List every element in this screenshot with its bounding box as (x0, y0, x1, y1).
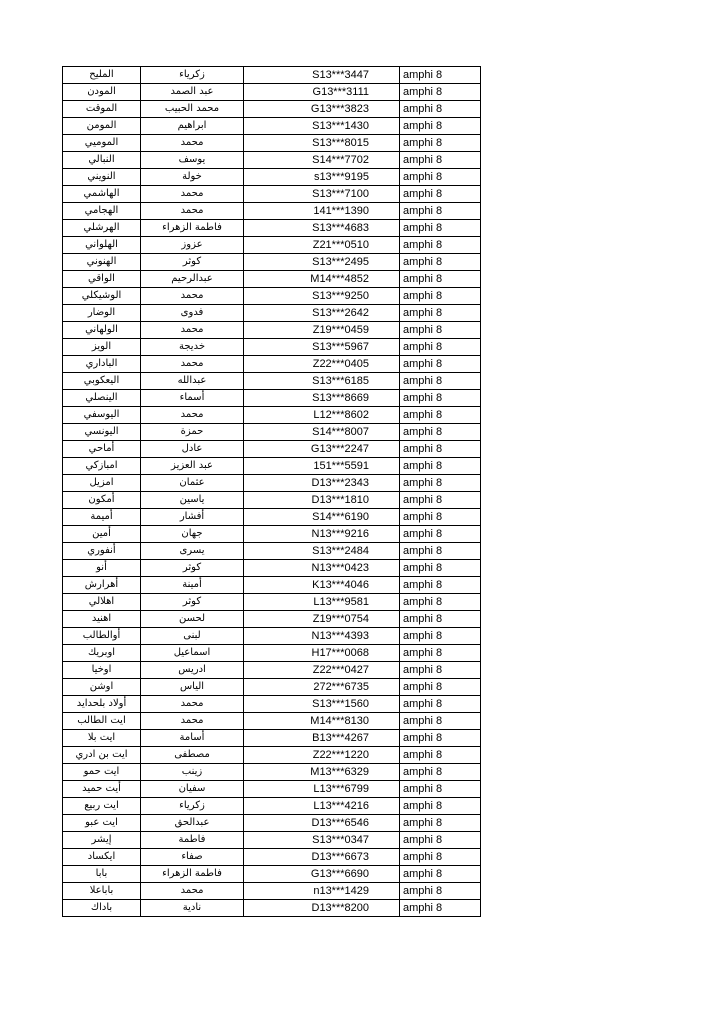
room-cell: amphi 8 (400, 339, 481, 356)
student-code-cell: S14***7702 (244, 152, 400, 169)
table-row (63, 577, 481, 594)
room-cell: amphi 8 (400, 322, 481, 339)
student-code-cell: 151***5591 (244, 458, 400, 475)
room-cell: amphi 8 (400, 237, 481, 254)
table-row (63, 356, 481, 373)
first-name-cell: محمد (141, 135, 244, 152)
table-row (63, 424, 481, 441)
room-cell: amphi 8 (400, 832, 481, 849)
first-name-cell: محمد (141, 186, 244, 203)
first-name-cell: أسامة (141, 730, 244, 747)
table-row (63, 390, 481, 407)
last-name-cell: أماحي (63, 441, 141, 458)
table-row (63, 679, 481, 696)
last-name-cell: أوالطالب (63, 628, 141, 645)
first-name-cell: يسرى (141, 543, 244, 560)
student-code-cell: H17***0068 (244, 645, 400, 662)
room-cell: amphi 8 (400, 186, 481, 203)
table-row (63, 645, 481, 662)
table-row (63, 781, 481, 798)
student-code-cell: D13***1810 (244, 492, 400, 509)
room-cell: amphi 8 (400, 628, 481, 645)
room-cell: amphi 8 (400, 730, 481, 747)
room-cell: amphi 8 (400, 288, 481, 305)
student-code-cell: N13***9216 (244, 526, 400, 543)
table-row (63, 611, 481, 628)
student-code-cell: S13***8669 (244, 390, 400, 407)
table-row (63, 135, 481, 152)
room-cell: amphi 8 (400, 577, 481, 594)
last-name-cell: الموميي (63, 135, 141, 152)
student-code-cell: S13***4683 (244, 220, 400, 237)
last-name-cell: النبالي (63, 152, 141, 169)
table-row (63, 203, 481, 220)
student-code-cell: Z19***0754 (244, 611, 400, 628)
room-cell: amphi 8 (400, 492, 481, 509)
room-cell: amphi 8 (400, 560, 481, 577)
last-name-cell: أولاد بلحدايد (63, 696, 141, 713)
first-name-cell: محمد (141, 407, 244, 424)
first-name-cell: ياسين (141, 492, 244, 509)
table-row (63, 322, 481, 339)
table-row (63, 67, 481, 84)
room-cell: amphi 8 (400, 373, 481, 390)
student-code-cell: L13***4216 (244, 798, 400, 815)
first-name-cell: عادل (141, 441, 244, 458)
first-name-cell: لحسن (141, 611, 244, 628)
student-code-cell: S13***7100 (244, 186, 400, 203)
student-code-cell: G13***3111 (244, 84, 400, 101)
student-code-cell: S13***1560 (244, 696, 400, 713)
table-row (63, 900, 481, 917)
room-cell: amphi 8 (400, 390, 481, 407)
first-name-cell: عبدالحق (141, 815, 244, 832)
first-name-cell: سفيان (141, 781, 244, 798)
first-name-cell: محمد الحبيب (141, 101, 244, 118)
student-code-cell: Z22***0427 (244, 662, 400, 679)
last-name-cell: أيت حميد (63, 781, 141, 798)
student-code-cell: S13***2495 (244, 254, 400, 271)
student-code-cell: n13***1429 (244, 883, 400, 900)
student-code-cell: 272***6735 (244, 679, 400, 696)
room-cell: amphi 8 (400, 169, 481, 186)
last-name-cell: اوبريك (63, 645, 141, 662)
last-name-cell: اهنيد (63, 611, 141, 628)
student-code-cell: B13***4267 (244, 730, 400, 747)
last-name-cell: امبازكي (63, 458, 141, 475)
first-name-cell: حمزة (141, 424, 244, 441)
student-code-cell: G13***6690 (244, 866, 400, 883)
table-row (63, 339, 481, 356)
table-row (63, 475, 481, 492)
last-name-cell: ايت عبو (63, 815, 141, 832)
table-row (63, 594, 481, 611)
table-row (63, 492, 481, 509)
first-name-cell: عبدالله (141, 373, 244, 390)
room-cell: amphi 8 (400, 135, 481, 152)
last-name-cell: ايت الطالب (63, 713, 141, 730)
table-row (63, 815, 481, 832)
table-row (63, 441, 481, 458)
last-name-cell: اهلالي (63, 594, 141, 611)
last-name-cell: المليح (63, 67, 141, 84)
table-row (63, 118, 481, 135)
last-name-cell: اوخيا (63, 662, 141, 679)
room-cell: amphi 8 (400, 475, 481, 492)
room-cell: amphi 8 (400, 611, 481, 628)
last-name-cell: الهلواني (63, 237, 141, 254)
first-name-cell: خولة (141, 169, 244, 186)
student-code-cell: Z22***0405 (244, 356, 400, 373)
first-name-cell: أسماء (141, 390, 244, 407)
student-code-cell: S13***3447 (244, 67, 400, 84)
first-name-cell: مصطفى (141, 747, 244, 764)
table-row (63, 169, 481, 186)
student-code-cell: S13***1430 (244, 118, 400, 135)
table-row (63, 866, 481, 883)
student-code-cell: S13***5967 (244, 339, 400, 356)
last-name-cell: ايت بن ادري (63, 747, 141, 764)
room-cell: amphi 8 (400, 101, 481, 118)
room-cell: amphi 8 (400, 254, 481, 271)
student-code-cell: M13***6329 (244, 764, 400, 781)
first-name-cell: أفشار (141, 509, 244, 526)
first-name-cell: فاطمة الزهراء (141, 220, 244, 237)
table-row (63, 254, 481, 271)
last-name-cell: الواقي (63, 271, 141, 288)
last-name-cell: الهجامي (63, 203, 141, 220)
student-list-table (62, 66, 481, 917)
table-row (63, 152, 481, 169)
table-row (63, 730, 481, 747)
student-code-cell: S13***8015 (244, 135, 400, 152)
room-cell: amphi 8 (400, 84, 481, 101)
first-name-cell: الياس (141, 679, 244, 696)
room-cell: amphi 8 (400, 883, 481, 900)
table-row (63, 458, 481, 475)
student-code-cell: M14***8130 (244, 713, 400, 730)
first-name-cell: زكرياء (141, 67, 244, 84)
student-code-cell: D13***8200 (244, 900, 400, 917)
first-name-cell: يوسف (141, 152, 244, 169)
last-name-cell: بابا (63, 866, 141, 883)
first-name-cell: زينب (141, 764, 244, 781)
first-name-cell: أمينة (141, 577, 244, 594)
student-code-cell: D13***6673 (244, 849, 400, 866)
last-name-cell: الوشيكلي (63, 288, 141, 305)
room-cell: amphi 8 (400, 220, 481, 237)
first-name-cell: لبنى (141, 628, 244, 645)
room-cell: amphi 8 (400, 679, 481, 696)
table-row (63, 747, 481, 764)
last-name-cell: ايت ربيع (63, 798, 141, 815)
first-name-cell: محمد (141, 356, 244, 373)
last-name-cell: الهاشمي (63, 186, 141, 203)
table-row (63, 849, 481, 866)
last-name-cell: باداك (63, 900, 141, 917)
first-name-cell: اسماعيل (141, 645, 244, 662)
first-name-cell: كوثر (141, 560, 244, 577)
room-cell: amphi 8 (400, 305, 481, 322)
student-code-cell: 141***1390 (244, 203, 400, 220)
table-row (63, 509, 481, 526)
last-name-cell: أمين (63, 526, 141, 543)
room-cell: amphi 8 (400, 271, 481, 288)
last-name-cell: الويز (63, 339, 141, 356)
first-name-cell: ابراهيم (141, 118, 244, 135)
first-name-cell: عبدالرحيم (141, 271, 244, 288)
room-cell: amphi 8 (400, 526, 481, 543)
table-row (63, 237, 481, 254)
first-name-cell: صفاء (141, 849, 244, 866)
first-name-cell: فاطمة الزهراء (141, 866, 244, 883)
room-cell: amphi 8 (400, 849, 481, 866)
table-row (63, 373, 481, 390)
table-row (63, 883, 481, 900)
first-name-cell: فاطمة (141, 832, 244, 849)
room-cell: amphi 8 (400, 356, 481, 373)
first-name-cell: زكرياء (141, 798, 244, 815)
table-row (63, 764, 481, 781)
first-name-cell: فدوى (141, 305, 244, 322)
student-code-cell: L12***8602 (244, 407, 400, 424)
last-name-cell: الموقت (63, 101, 141, 118)
table-row (63, 220, 481, 237)
student-code-cell: S13***2484 (244, 543, 400, 560)
first-name-cell: محمد (141, 883, 244, 900)
first-name-cell: ادريس (141, 662, 244, 679)
room-cell: amphi 8 (400, 458, 481, 475)
first-name-cell: خديجة (141, 339, 244, 356)
student-code-cell: S13***6185 (244, 373, 400, 390)
room-cell: amphi 8 (400, 594, 481, 611)
student-code-cell: M14***4852 (244, 271, 400, 288)
first-name-cell: عبد العزيز (141, 458, 244, 475)
room-cell: amphi 8 (400, 645, 481, 662)
last-name-cell: ايكساد (63, 849, 141, 866)
table-row (63, 713, 481, 730)
room-cell: amphi 8 (400, 900, 481, 917)
table-row (63, 628, 481, 645)
last-name-cell: اليعكوبي (63, 373, 141, 390)
last-name-cell: الوضار (63, 305, 141, 322)
last-name-cell: ايت حمو (63, 764, 141, 781)
table-row (63, 526, 481, 543)
table-row (63, 271, 481, 288)
room-cell: amphi 8 (400, 713, 481, 730)
last-name-cell: أنفوري (63, 543, 141, 560)
room-cell: amphi 8 (400, 203, 481, 220)
last-name-cell: أنو (63, 560, 141, 577)
last-name-cell: أمكون (63, 492, 141, 509)
last-name-cell: أهرارش (63, 577, 141, 594)
student-code-cell: G13***2247 (244, 441, 400, 458)
last-name-cell: اوشن (63, 679, 141, 696)
room-cell: amphi 8 (400, 543, 481, 560)
student-code-cell: L13***6799 (244, 781, 400, 798)
table-row (63, 543, 481, 560)
table-row (63, 696, 481, 713)
room-cell: amphi 8 (400, 662, 481, 679)
first-name-cell: محمد (141, 696, 244, 713)
last-name-cell: أميمة (63, 509, 141, 526)
student-code-cell: L13***9581 (244, 594, 400, 611)
last-name-cell: الولهاني (63, 322, 141, 339)
room-cell: amphi 8 (400, 696, 481, 713)
first-name-cell: محمد (141, 288, 244, 305)
last-name-cell: ايت بلا (63, 730, 141, 747)
student-code-cell: G13***3823 (244, 101, 400, 118)
first-name-cell: عثمان (141, 475, 244, 492)
first-name-cell: جهان (141, 526, 244, 543)
student-code-cell: Z19***0459 (244, 322, 400, 339)
last-name-cell: الباداري (63, 356, 141, 373)
room-cell: amphi 8 (400, 424, 481, 441)
room-cell: amphi 8 (400, 798, 481, 815)
room-cell: amphi 8 (400, 152, 481, 169)
room-cell: amphi 8 (400, 781, 481, 798)
last-name-cell: امزيل (63, 475, 141, 492)
first-name-cell: عبد الصمد (141, 84, 244, 101)
student-code-cell: Z21***0510 (244, 237, 400, 254)
last-name-cell: المودن (63, 84, 141, 101)
table-row (63, 186, 481, 203)
student-code-cell: S14***8007 (244, 424, 400, 441)
student-code-cell: S14***6190 (244, 509, 400, 526)
table-row (63, 407, 481, 424)
room-cell: amphi 8 (400, 441, 481, 458)
last-name-cell: الهنوني (63, 254, 141, 271)
first-name-cell: محمد (141, 322, 244, 339)
last-name-cell: باباعلا (63, 883, 141, 900)
room-cell: amphi 8 (400, 118, 481, 135)
room-cell: amphi 8 (400, 764, 481, 781)
student-code-cell: s13***9195 (244, 169, 400, 186)
first-name-cell: محمد (141, 713, 244, 730)
last-name-cell: إيشر (63, 832, 141, 849)
room-cell: amphi 8 (400, 407, 481, 424)
student-code-cell: D13***2343 (244, 475, 400, 492)
last-name-cell: الينصلي (63, 390, 141, 407)
last-name-cell: اليونسي (63, 424, 141, 441)
student-code-cell: S13***2642 (244, 305, 400, 322)
student-code-cell: D13***6546 (244, 815, 400, 832)
table-row (63, 560, 481, 577)
last-name-cell: اليوسفي (63, 407, 141, 424)
student-list-body (63, 67, 481, 917)
table-row (63, 288, 481, 305)
student-code-cell: S13***9250 (244, 288, 400, 305)
table-row (63, 84, 481, 101)
first-name-cell: محمد (141, 203, 244, 220)
first-name-cell: كوثر (141, 594, 244, 611)
last-name-cell: الهرشلي (63, 220, 141, 237)
first-name-cell: نادية (141, 900, 244, 917)
student-code-cell: S13***0347 (244, 832, 400, 849)
table-row (63, 798, 481, 815)
table-row (63, 832, 481, 849)
room-cell: amphi 8 (400, 509, 481, 526)
table-row (63, 662, 481, 679)
table-row (63, 305, 481, 322)
student-code-cell: K13***4046 (244, 577, 400, 594)
last-name-cell: النويني (63, 169, 141, 186)
last-name-cell: المومن (63, 118, 141, 135)
first-name-cell: كوثر (141, 254, 244, 271)
room-cell: amphi 8 (400, 815, 481, 832)
room-cell: amphi 8 (400, 866, 481, 883)
room-cell: amphi 8 (400, 67, 481, 84)
student-code-cell: Z22***1220 (244, 747, 400, 764)
first-name-cell: عزوز (141, 237, 244, 254)
student-code-cell: N13***4393 (244, 628, 400, 645)
table-row (63, 101, 481, 118)
student-code-cell: N13***0423 (244, 560, 400, 577)
room-cell: amphi 8 (400, 747, 481, 764)
